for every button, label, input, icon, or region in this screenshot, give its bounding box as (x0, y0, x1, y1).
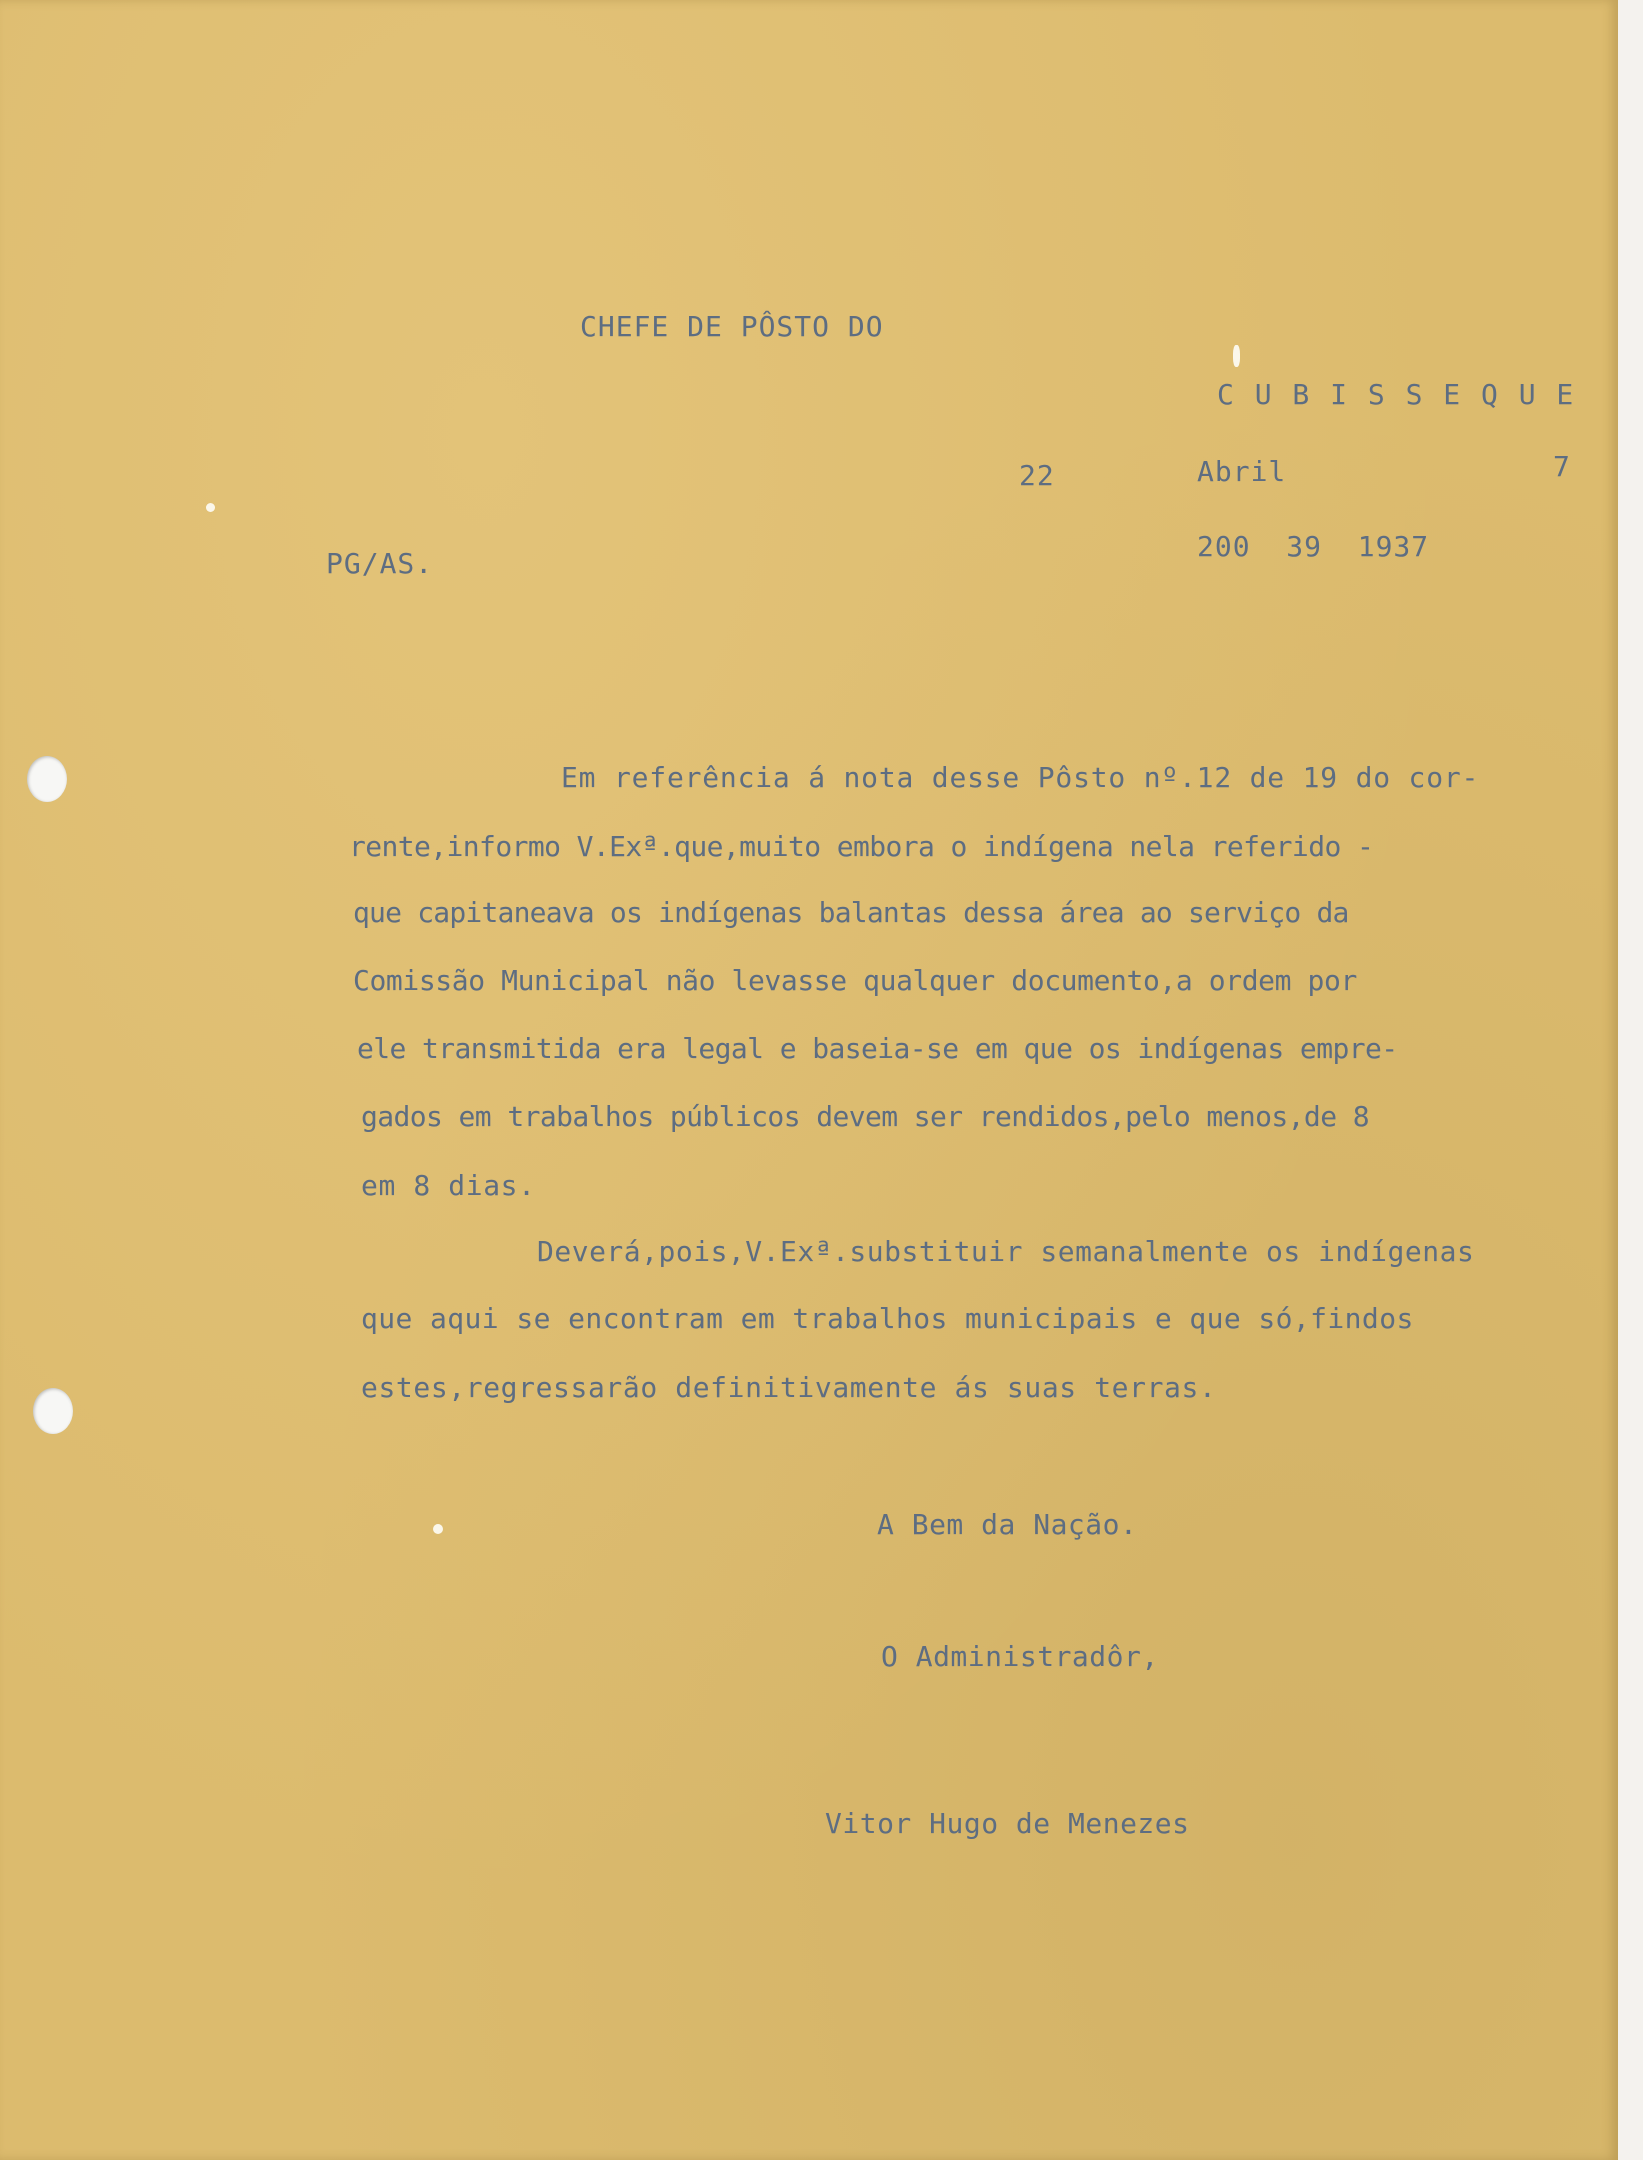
body-line: Comissão Municipal não levasse qualquer documento,a ordem por (353, 964, 1357, 997)
paper-speck (433, 1524, 443, 1534)
scan-background-edge (1618, 0, 1643, 2160)
date-month: Abril (1197, 455, 1287, 488)
body-line: rente,informo V.Exª.que,muito embora o indígena nela referido - (349, 830, 1374, 863)
signer-title: O Administradôr, (881, 1640, 1159, 1673)
punch-hole-bottom (33, 1388, 73, 1434)
page-number: 7 (1553, 450, 1571, 483)
punch-hole-top (27, 756, 67, 802)
paper-speck (206, 503, 215, 512)
date-year-line: 200 39 1937 (1197, 530, 1430, 563)
body-line: que capitaneava os indígenas balantas dessa área ao serviço da (353, 896, 1349, 929)
signer-name: Vitor Hugo de Menezes (825, 1807, 1190, 1840)
body-line: Em referência á nota desse Pôsto nº.12 de 19 do cor- (561, 761, 1480, 794)
body-line: em 8 dias. (361, 1169, 536, 1202)
date-day: 22 (1019, 459, 1055, 492)
reference-code: PG/AS. (326, 547, 434, 580)
body-line: ele transmitida era legal e baseia-se em que os indígenas empre- (357, 1032, 1398, 1065)
body-line: estes,regressarão definitivamente ás suas terras. (361, 1371, 1217, 1404)
body-line: que aqui se encontram em trabalhos municipais e que só,findos (361, 1302, 1414, 1335)
addressee-line-1: CHEFE DE PÔSTO DO (580, 310, 884, 343)
closing-salutation: A Bem da Nação. (877, 1508, 1138, 1541)
addressee-line-2: C U B I S S E Q U E (1217, 378, 1576, 411)
body-line: Deverá,pois,V.Exª.substituir semanalmente os indígenas (537, 1235, 1475, 1268)
paper-speck (1233, 345, 1240, 367)
body-line: gados em trabalhos públicos devem ser rendidos,pelo menos,de 8 (361, 1100, 1369, 1133)
